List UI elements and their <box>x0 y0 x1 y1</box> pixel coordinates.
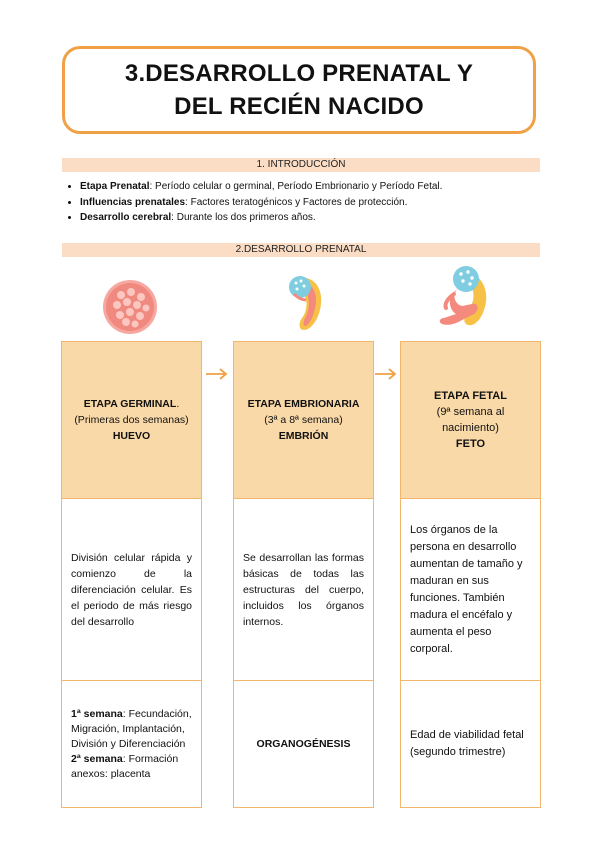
list-item: • Desarrollo cerebral: Durante los dos primeros años. <box>80 210 550 226</box>
stage-name: HUEVO <box>112 430 151 442</box>
stage-description: División celular rápida y comienzo de la diferenciación celular. Es el periodo de más riesgo del desarrollo <box>62 499 201 681</box>
intro-list <box>68 179 550 226</box>
section-header-introduccion: 1. INTRODUCCIÓN <box>62 158 540 172</box>
stage-embrionaria-header <box>234 342 373 499</box>
stage-embrionaria <box>233 341 374 808</box>
stage-key-process: ORGANOGÉNESIS <box>256 737 351 750</box>
stage-viability: Edad de viabilidad fetal (segundo trimestre) <box>410 729 524 758</box>
stage-description: Los órganos de la persona en desarrollo aumentan de tamaño y maduran en sus funciones. También madura el encéfalo y aumenta el peso corporal. <box>401 499 540 681</box>
stage-germinal <box>61 341 202 808</box>
page-title-line-2: DEL RECIÉN NACIDO <box>174 93 424 120</box>
stage-period: (Primeras dos semanas) <box>74 414 189 426</box>
stage-title: ETAPA GERMINAL <box>83 398 177 410</box>
right-arrow-icon <box>374 367 398 381</box>
list-item: • Influencias prenatales: Factores teratogénicos y Factores de protección. <box>80 195 550 211</box>
stage-fetal <box>400 341 541 808</box>
title-box <box>62 46 536 134</box>
stage-name: EMBRIÓN <box>278 430 329 442</box>
egg-cell-icon <box>101 278 159 336</box>
stage-fetal-header <box>401 342 540 499</box>
stage-germinal-header: ETAPA GERMINAL. (Primeras dos semanas) HUEVO <box>62 342 201 499</box>
stage-period: (9ª semana al nacimiento) <box>436 406 505 434</box>
stage-title: ETAPA EMBRIONARIA <box>247 398 360 410</box>
fetus-icon <box>432 264 500 336</box>
embryo-icon <box>284 272 330 334</box>
stage-name: FETO <box>455 438 486 450</box>
page-title-line-1: 3.DESARROLLO PRENATAL Y <box>124 60 474 87</box>
stage-description: Se desarrollan las formas básicas de todas las estructuras del cuerpo, incluidos los órganos internos. <box>234 499 373 681</box>
list-item: • Etapa Prenatal: Período celular o germinal, Período Embrionario y Período Fetal. <box>80 179 550 195</box>
stage-title: ETAPA FETAL <box>434 390 507 402</box>
stage-weeks: 1ª semana: Fecundación, Migración, Implantación, División y Diferenciación 2ª semana: Formación anexos: placenta <box>71 707 192 780</box>
right-arrow-icon <box>205 367 229 381</box>
stage-period: (3ª a 8ª semana) <box>264 414 343 426</box>
section-header-desarrollo-prenatal: 2.DESARROLLO PRENATAL <box>62 243 540 257</box>
